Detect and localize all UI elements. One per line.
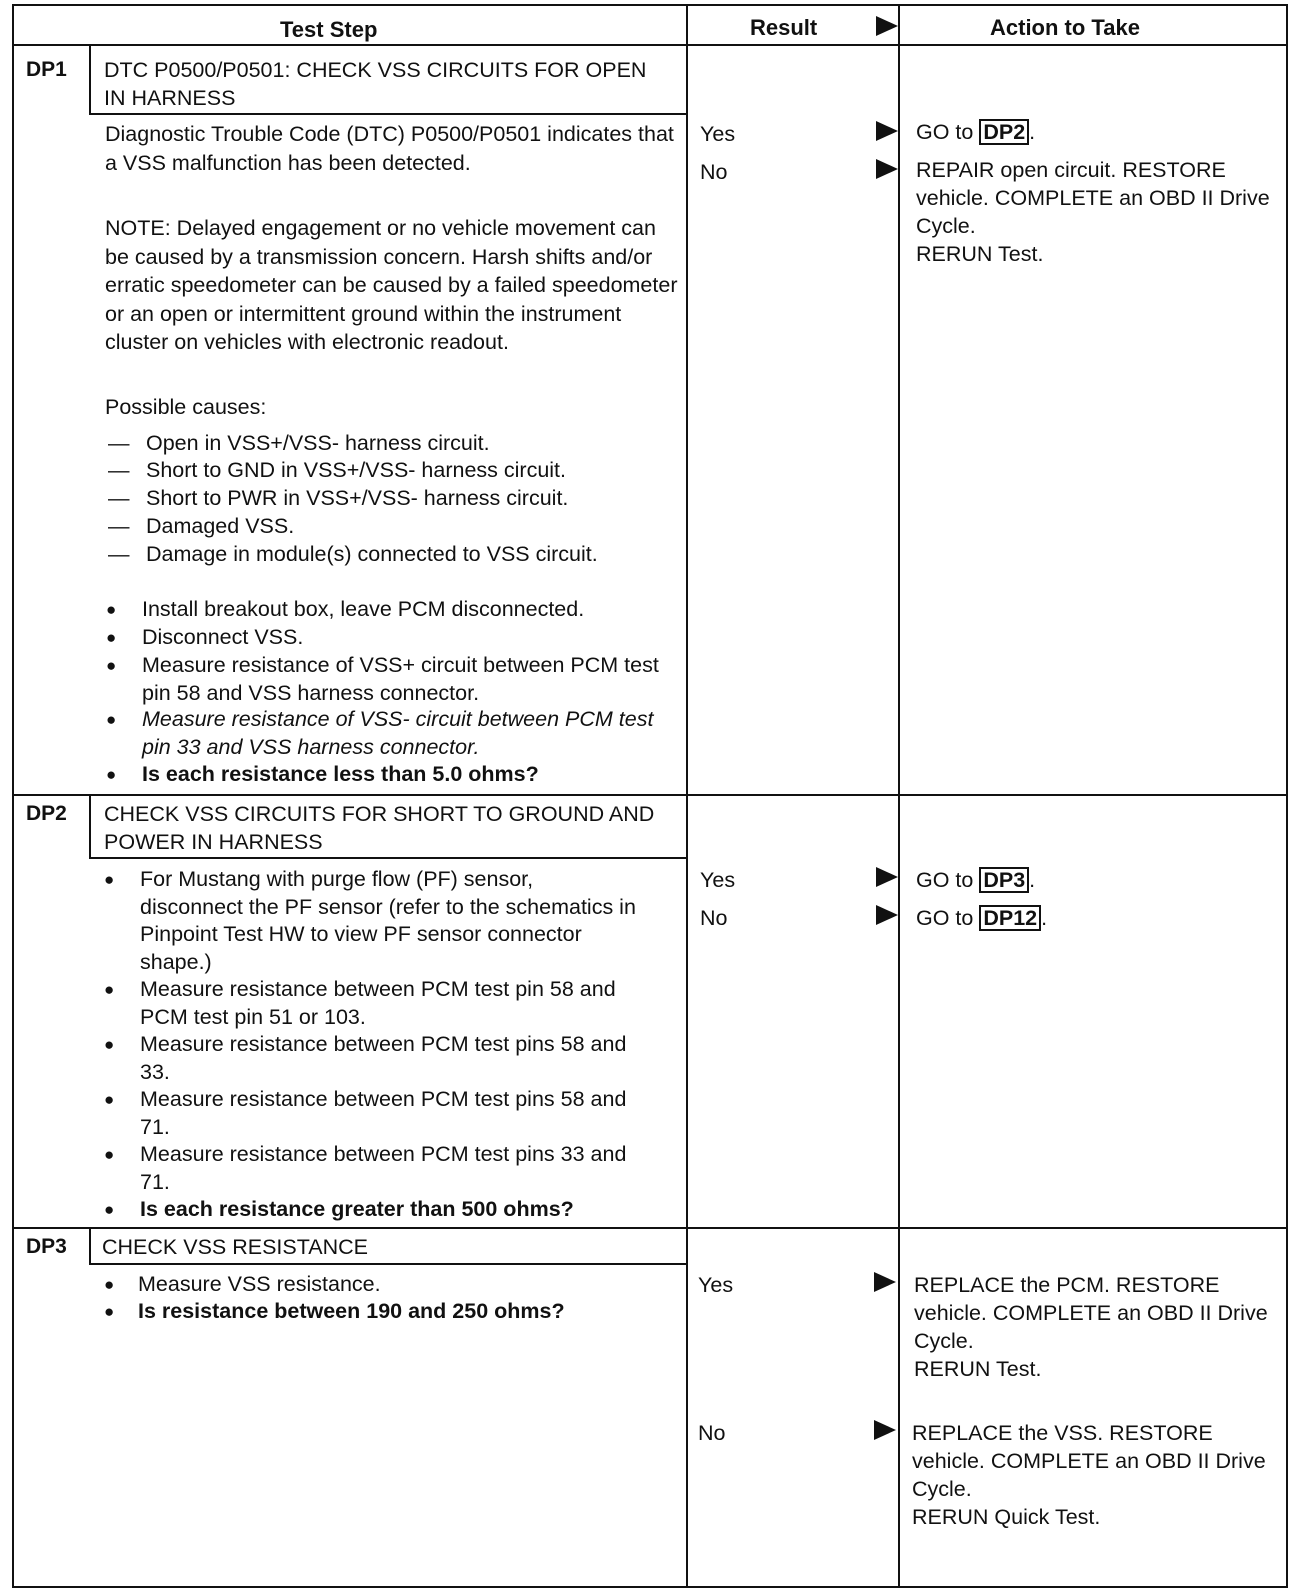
result-no: No — [698, 1421, 726, 1445]
col-divider-step — [89, 44, 91, 114]
header-result: Result — [750, 15, 818, 40]
arrow-icon — [874, 1420, 896, 1440]
step-title: DTC P0500/P0501: CHECK VSS CIRCUITS FOR OPEN IN HARNESS — [104, 58, 647, 110]
result-no: No — [700, 906, 728, 930]
action-text: REPLACE the VSS. RESTORE vehicle. COMPLETE an OBD II Drive Cycle. RERUN Quick Test. — [912, 1421, 1266, 1529]
dp3-title-divider — [89, 1263, 688, 1265]
ref-dp12-link[interactable]: DP12 — [979, 905, 1041, 931]
col-divider-step — [89, 795, 91, 859]
col-divider-step — [89, 1228, 91, 1265]
row-divider-dp2 — [12, 794, 1288, 796]
header-divider — [12, 44, 1288, 46]
col-divider-result — [686, 4, 688, 1588]
header-action: Action to Take — [990, 15, 1140, 40]
col-divider-action — [898, 4, 900, 1588]
arrow-icon — [876, 867, 898, 887]
result-yes: Yes — [700, 122, 736, 146]
action-goto: GO to DP3 . — [916, 868, 1036, 892]
step-note: NOTE: Delayed engagement or no vehicle movement can be caused by a transmission concern. Harsh shifts and/or erratic speedometer can be caused by a failed speedometer or an open or intermittent ground within the instrument cluster on vehicles with electronic readout. — [105, 216, 678, 354]
action-goto: GO to DP12 . — [916, 906, 1048, 930]
ref-dp2-link[interactable]: DP2 — [979, 119, 1029, 145]
action-goto: GO to DP2 . — [916, 120, 1036, 144]
row-divider-dp3 — [12, 1227, 1288, 1229]
step-id: DP2 — [26, 802, 67, 825]
header-test-step: Test Step — [280, 17, 378, 42]
arrow-icon — [874, 1272, 896, 1292]
action-text: REPLACE the PCM. RESTORE vehicle. COMPLETE an OBD II Drive Cycle. RERUN Test. — [914, 1273, 1268, 1381]
arrow-icon — [876, 905, 898, 925]
dp1-title-divider — [89, 113, 688, 115]
step-id: DP1 — [26, 58, 67, 81]
action-text: REPAIR open circuit. RESTORE vehicle. COMPLETE an OBD II Drive Cycle. RERUN Test. — [916, 158, 1270, 266]
step-title: CHECK VSS RESISTANCE — [102, 1235, 369, 1259]
step-paragraph: Diagnostic Trouble Code (DTC) P0500/P0501 indicates that a VSS malfunction has been detected. — [105, 122, 674, 175]
arrow-icon — [876, 159, 898, 179]
ref-dp3-link[interactable]: DP3 — [979, 867, 1029, 893]
result-yes: Yes — [700, 868, 736, 892]
possible-causes-label: Possible causes: — [105, 395, 267, 419]
header-arrow-icon — [876, 16, 898, 36]
step-id: DP3 — [26, 1235, 67, 1258]
arrow-icon — [876, 121, 898, 141]
result-no: No — [700, 160, 728, 184]
step-title: CHECK VSS CIRCUITS FOR SHORT TO GROUND AND POWER IN HARNESS — [104, 802, 655, 854]
dp2-title-divider — [89, 857, 688, 859]
result-yes: Yes — [698, 1273, 734, 1297]
